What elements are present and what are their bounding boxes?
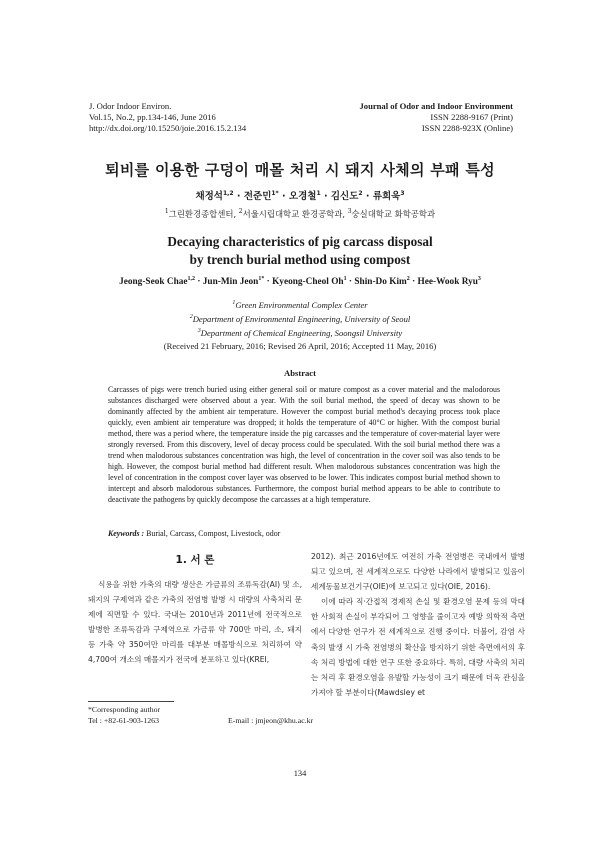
korean-affiliations <box>0 208 600 220</box>
author-sup: 3 <box>400 189 405 197</box>
korean-title: 퇴비를 이용한 구덩이 매몰 처리 시 돼지 사체의 부패 특성 <box>105 161 495 179</box>
aff-sup: 2 <box>238 208 243 216</box>
author-name: 전준민 <box>243 191 272 202</box>
aff-sup: 2 <box>189 313 193 320</box>
aff-sup: 3 <box>197 327 201 334</box>
author-sup: 3 <box>477 276 481 282</box>
running-header-left <box>89 101 246 134</box>
author-sup: 1,2 <box>187 276 196 282</box>
author-sup: 2 <box>358 189 363 197</box>
footnote-divider <box>88 701 174 702</box>
aff-text: 서울시립대학교 환경공학과, <box>242 209 348 219</box>
author-name: 채정석 <box>195 191 223 202</box>
running-header-right <box>359 101 513 134</box>
author-name: 류희욱 <box>372 191 401 202</box>
corresponding-author-note: *Corresponding author <box>88 705 161 714</box>
keywords-list: Burial, Carcass, Compost, Livestock, odor <box>144 529 281 538</box>
section-heading: 1. 서 론 <box>175 554 215 566</box>
corresponding-tel: Tel : +82-61-903-1263 <box>88 716 159 725</box>
abstract-text: Carcasses of pigs were trench buried using either general soil or mature compost as a cover material and the malodorous substances discharged were observed about a year. With the soil burial method, the speed of decay was shown to be dominantly affected by the ambient air temperature. However the compost burial method's decaying process took place quickly, even ambient air temperature was dropped; it holds the temperature of 40°C or higher. With the compost burial method, there was a period where, the temperature inside the pig carcasses and the temperature of cover-material layer were strongly reversed. From this discovery, level of decay process could be speculated. With the soil burial method there was a trend when malodorous substances concentration was high, the level of concentration in the cover soil was also tends to be high. However, the compost burial method had different result. When malodorous substances concentration was high the level of concentration in the compost cover layer was observed to be lower. This indicates compost burial method shown to intercept and absorb malodorous substances. Furthermore, the compost burial method appears to be able to contribute to deactivate the pathogens by quickly decompose the carcasses at a high temperature. <box>108 385 500 505</box>
doi-link[interactable]: http://dx.doi.org/10.15250/joie.2016.15.2.134 <box>89 123 247 133</box>
english-title <box>0 233 600 269</box>
aff-text: Department of Environmental Engineering, University of Seoul <box>192 313 411 324</box>
author-name: 오경철 <box>288 191 317 202</box>
author-name: Hee-Wook Ryu <box>417 277 478 288</box>
aff-text: 그린환경종합센터, <box>168 209 239 219</box>
body-paragraph: 2012). 최근 2016년에도 여전히 가축 전염병은 국내에서 발병되고 있으며, 전 세계적으로도 다양한 나라에서 발병되고 있음이 세계동물보건기구(OIE)에 보고되고 있다(OIE, 2016). <box>311 552 525 592</box>
issn-online: ISSN 2288-923X (Online) <box>421 123 513 133</box>
aff-text: Department of Chemical Engineering, Soongsil University <box>200 327 403 338</box>
body-paragraph: 이에 따라 직·간접적 경제적 손실 및 환경오염 문제 등의 막대한 사회적 손실이 부각되어 그 영향을 줄이고자 예방 의학적 측면에서 다양한 연구가 전 세계적으로 진행 중이다. 더불어, 감염 사축의 발생 시 가축 전염병의 확산을 방지하기 위한 측면에서의 후속 처리 방법에 대한 연구 또한 중요하다. 특히, 대량 사축의 처리는 처리 후 환경오염을 유발할 가능성이 크기 때문에 더욱 관심을 가져야 할 부분이다(Mawdsley et <box>311 597 525 697</box>
english-title-line: Decaying characteristics of pig carcass disposal <box>167 234 433 249</box>
aff-sup: 1 <box>232 300 236 306</box>
aff-sup: 3 <box>347 208 352 216</box>
author-name: Kyeong-Cheol Oh <box>272 277 344 288</box>
keywords <box>108 529 280 538</box>
author-sup: 1 <box>316 189 321 197</box>
body-paragraph: 식용을 위한 가축의 대량 생산은 가금류의 조류독감(AI) 및 소, 돼지의 구제역과 같은 가축의 전염병 발병 시 대량의 사축처리 문제에 직면할 수 있다. 국내는 2010년과 2011년에 전국적으로 발병한 조류독감과 구제역으로 가금류 약 700만 마리, 소, 돼지 등 가축 약 350여만 마리를 대부분 매몰방식으로 처리하여 약 4,700여 개소의 매몰지가 전국에 분포하고 있다(KREI, <box>88 580 302 665</box>
english-authors: Jeong-Seok Chae$^{1,2}$ · Jun-Min Jeon$^{1*}$ · Kyeong-Cheol $Oh^1$ · Shin-Do Kim$^2$ · Hee-Wook Ryu$^3$ <box>119 276 481 288</box>
author-sup: 2 <box>406 276 410 282</box>
affiliation-line <box>0 325 600 339</box>
volume-info: Vol.15, No.2, pp.134-146, June 2016 <box>89 112 216 122</box>
author-sup: 1* <box>271 189 279 197</box>
english-title-line: by trench burial method using compost <box>189 252 411 267</box>
aff-text: Green Environmental Complex Center <box>235 299 368 310</box>
author-sup: 1* <box>258 276 265 282</box>
received-dates: (Received 21 February, 2016; Revised 26 April, 2016; Accepted 11 May, 2016) <box>163 341 437 351</box>
author-name: 김신도 <box>330 191 359 202</box>
body-column-left <box>88 577 302 668</box>
affiliation-line <box>0 297 600 311</box>
abstract-heading: Abstract <box>284 368 316 378</box>
journal-abbrev: J. Odor Indoor Environ. <box>89 101 172 111</box>
page-number: 134 <box>293 769 307 778</box>
aff-sup: 1 <box>164 208 169 216</box>
author-name: Jun-Min Jeon <box>202 277 259 288</box>
korean-authors: 채정석$^{1,2}$ · 전준민$^{1*}$ · 오경철$^1$ · 김신도$^2$ · 류희욱$^3$ <box>195 189 405 202</box>
corresponding-email[interactable]: E-mail : jmjeon@khu.ac.kr <box>228 716 314 725</box>
author-sup: 1,2 <box>222 189 234 197</box>
english-affiliations <box>0 297 600 339</box>
issn-print: ISSN 2288-9167 (Print) <box>430 112 513 122</box>
affiliation-line <box>0 311 600 325</box>
author-sup: 1 <box>343 276 347 282</box>
aff-text: 숭실대학교 화학공학과 <box>351 209 436 219</box>
body-column-right <box>311 549 525 700</box>
author-name: Jeong-Seok Chae <box>119 277 188 288</box>
author-name: Shin-Do Kim <box>354 277 407 288</box>
keywords-label: Keywords : <box>108 529 145 538</box>
journal-title: Journal of Odor and Indoor Environment <box>359 101 513 111</box>
